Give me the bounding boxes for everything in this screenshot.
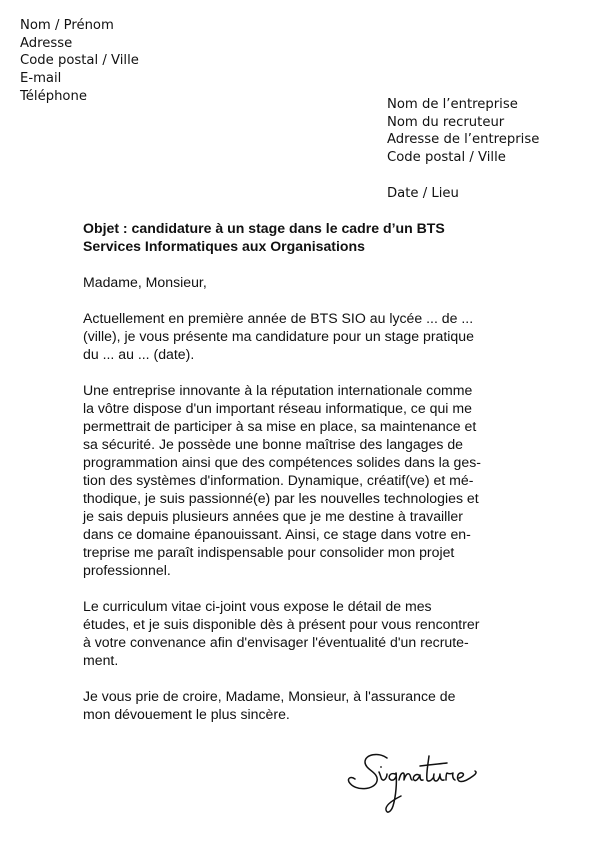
text-line: permettrait de participer à sa mise en place, sa maintenance et — [83, 418, 477, 434]
text-line: professionnel. — [83, 562, 171, 578]
handwritten-signature — [343, 748, 493, 820]
text-line: études, et je suis disponible dès à présent pour vous rencontrer — [83, 616, 480, 632]
text-line: mon dévouement le plus sincère. — [83, 706, 290, 722]
text-line: thodique, je suis passionné(e) par les nouvelles technologies et — [83, 490, 479, 506]
text-line: Le curriculum vitae ci-joint vous expose le détail de mes — [83, 598, 432, 614]
text-line: sa sécurité. Je possède une bonne maîtrise des langages de — [83, 436, 463, 452]
text-line: ment. — [83, 652, 119, 668]
text-line: Actuellement en première année de BTS SIO au lycée ... de ... — [83, 310, 474, 326]
text-line: programmation ainsi que des compétences solides dans la ges- — [83, 454, 481, 470]
sender-address: Adresse — [20, 35, 73, 51]
text-line: Je vous prie de croire, Madame, Monsieur, à l'assurance de — [83, 688, 456, 704]
recipient-address: Adresse de l’entreprise — [387, 132, 540, 148]
date-place: Date / Lieu — [387, 185, 459, 201]
recipient-company: Nom de l’entreprise — [387, 97, 518, 112]
subject-line — [83, 219, 513, 255]
sender-email: E-mail — [20, 71, 62, 87]
text-line: je sais depuis plusieurs années que je me destine à travailler — [83, 508, 463, 524]
signature-icon — [343, 748, 493, 820]
text-line: la vôtre dispose d'un important réseau informatique, ce qui me — [83, 400, 472, 416]
sender-phone: Téléphone — [20, 88, 87, 104]
sender-block — [20, 17, 139, 106]
sender-postal-city: Code postal / Ville — [20, 53, 139, 69]
text-line: Une entreprise innovante à la réputation internationale comme — [83, 382, 473, 398]
recipient-recruiter: Nom du recruteur — [387, 114, 505, 130]
subject-line-1: Objet : candidature à un stage dans le cadre d’un BTS — [83, 220, 445, 236]
recipient-block — [387, 96, 539, 202]
text-line: tion des systèmes d'information. Dynamique, créatif(ve) et mé- — [83, 472, 474, 488]
paragraph-cv — [83, 597, 513, 669]
salutation: Madame, Monsieur, — [83, 274, 207, 290]
paragraph-motivation — [83, 381, 513, 579]
subject-line-2: Services Informatiques aux Organisations — [83, 238, 365, 254]
text-line: treprise me paraît indispensable pour consolider mon projet — [83, 544, 455, 560]
text-line: à votre convenance afin d'envisager l'éventualité d'un recrute- — [83, 634, 469, 650]
sender-name: Nom / Prénom — [20, 18, 114, 33]
letter-body — [83, 219, 513, 723]
recipient-postal-city: Code postal / Ville — [387, 150, 506, 166]
text-line: (ville), je vous présente ma candidature pour un stage pratique — [83, 328, 474, 344]
text-line: du ... au ... (date). — [83, 346, 195, 362]
paragraph-closing — [83, 687, 513, 723]
text-line: dans ce domaine épanouissant. Ainsi, ce stage dans votre en- — [83, 526, 471, 542]
paragraph-intro — [83, 309, 513, 363]
